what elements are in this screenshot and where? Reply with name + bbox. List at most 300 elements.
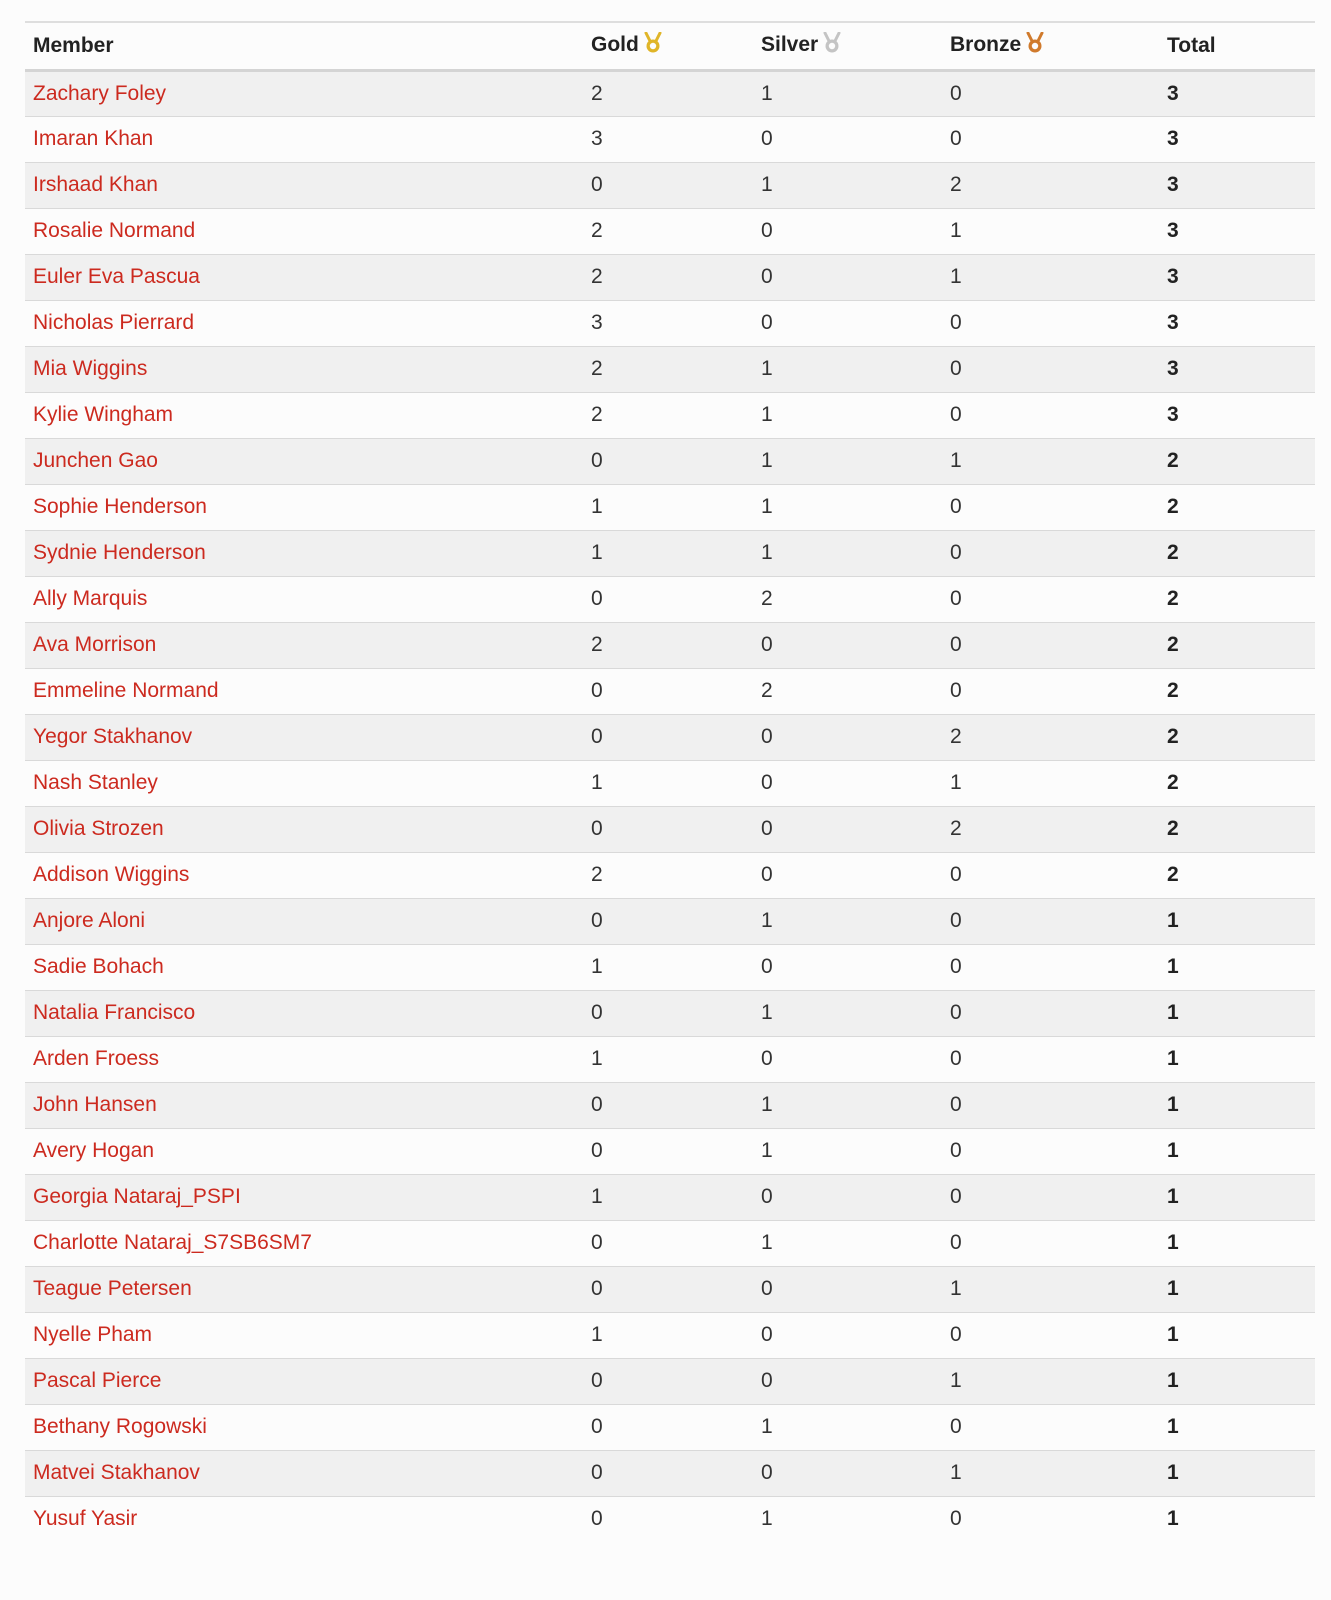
cell-bronze bbox=[942, 1496, 1159, 1542]
silver-count: 2 bbox=[761, 587, 773, 610]
member-name-link[interactable]: Junchen Gao bbox=[33, 449, 158, 472]
total-count: 1 bbox=[1167, 1001, 1179, 1024]
gold-count: 2 bbox=[591, 403, 603, 426]
cell-member bbox=[25, 1312, 583, 1358]
cell-member bbox=[25, 944, 583, 990]
cell-bronze bbox=[942, 484, 1159, 530]
cell-member bbox=[25, 714, 583, 760]
bronze-count: 2 bbox=[950, 173, 962, 196]
table-row bbox=[25, 438, 1315, 484]
cell-gold bbox=[583, 1036, 753, 1082]
gold-count: 0 bbox=[591, 587, 603, 610]
bronze-count: 0 bbox=[950, 955, 962, 978]
gold-count: 0 bbox=[591, 1093, 603, 1116]
silver-count: 1 bbox=[761, 81, 773, 105]
total-count: 1 bbox=[1167, 1369, 1179, 1392]
member-name-link[interactable]: Euler Eva Pascua bbox=[33, 265, 200, 288]
bronze-count: 0 bbox=[950, 541, 962, 564]
cell-silver bbox=[753, 346, 942, 392]
table-row bbox=[25, 1266, 1315, 1312]
cell-member bbox=[25, 530, 583, 576]
cell-silver bbox=[753, 1036, 942, 1082]
member-name-link[interactable]: Ally Marquis bbox=[33, 587, 148, 610]
cell-gold bbox=[583, 990, 753, 1036]
cell-silver bbox=[753, 944, 942, 990]
cell-member bbox=[25, 1404, 583, 1450]
cell-total bbox=[1159, 1496, 1315, 1542]
cell-silver bbox=[753, 990, 942, 1036]
cell-bronze bbox=[942, 898, 1159, 944]
cell-silver bbox=[753, 622, 942, 668]
cell-bronze bbox=[942, 438, 1159, 484]
gold-count: 0 bbox=[591, 1415, 603, 1438]
cell-silver bbox=[753, 714, 942, 760]
gold-count: 2 bbox=[591, 81, 603, 105]
silver-count: 0 bbox=[761, 633, 773, 656]
cell-silver bbox=[753, 1358, 942, 1404]
cell-bronze bbox=[942, 1358, 1159, 1404]
bronze-count: 1 bbox=[950, 1461, 962, 1484]
cell-bronze bbox=[942, 254, 1159, 300]
table-row bbox=[25, 300, 1315, 346]
member-name-link[interactable]: Yusuf Yasir bbox=[33, 1507, 138, 1531]
cell-gold bbox=[583, 1174, 753, 1220]
gold-count: 2 bbox=[591, 265, 603, 288]
cell-bronze bbox=[942, 1450, 1159, 1496]
table-row bbox=[25, 1036, 1315, 1082]
cell-bronze bbox=[942, 116, 1159, 162]
cell-total bbox=[1159, 1266, 1315, 1312]
table-row bbox=[25, 1450, 1315, 1496]
cell-bronze bbox=[942, 1312, 1159, 1358]
table-row bbox=[25, 254, 1315, 300]
bronze-count: 0 bbox=[950, 1507, 962, 1531]
bronze-count: 0 bbox=[950, 127, 962, 150]
member-name-link[interactable]: Sophie Henderson bbox=[33, 495, 207, 518]
table-row bbox=[25, 162, 1315, 208]
cell-gold bbox=[583, 438, 753, 484]
cell-member bbox=[25, 1450, 583, 1496]
table-row bbox=[25, 668, 1315, 714]
bronze-count: 1 bbox=[950, 771, 962, 794]
silver-count: 2 bbox=[761, 679, 773, 702]
cell-member bbox=[25, 1082, 583, 1128]
cell-silver bbox=[753, 760, 942, 806]
total-count: 2 bbox=[1167, 495, 1179, 518]
cell-member bbox=[25, 1128, 583, 1174]
table-body bbox=[25, 70, 1315, 1542]
bronze-medal-icon bbox=[1025, 32, 1045, 60]
gold-count: 1 bbox=[591, 1185, 603, 1208]
gold-count: 0 bbox=[591, 173, 603, 196]
gold-count: 1 bbox=[591, 1323, 603, 1346]
cell-bronze bbox=[942, 944, 1159, 990]
silver-count: 0 bbox=[761, 265, 773, 288]
cell-bronze bbox=[942, 806, 1159, 852]
gold-count: 3 bbox=[591, 311, 603, 334]
column-header-silver[interactable]: Silver bbox=[753, 22, 942, 70]
cell-gold bbox=[583, 668, 753, 714]
cell-bronze bbox=[942, 990, 1159, 1036]
cell-total bbox=[1159, 806, 1315, 852]
column-header-bronze[interactable]: Bronze bbox=[942, 22, 1159, 70]
cell-member bbox=[25, 1266, 583, 1312]
total-count: 1 bbox=[1167, 1323, 1179, 1346]
cell-member bbox=[25, 852, 583, 898]
cell-gold bbox=[583, 254, 753, 300]
bronze-count: 0 bbox=[950, 495, 962, 518]
total-count: 3 bbox=[1167, 173, 1179, 196]
cell-bronze bbox=[942, 760, 1159, 806]
total-count: 3 bbox=[1167, 219, 1179, 242]
bronze-count: 0 bbox=[950, 679, 962, 702]
cell-member bbox=[25, 806, 583, 852]
medal-table bbox=[25, 21, 1315, 1542]
silver-count: 1 bbox=[761, 909, 773, 932]
silver-count: 1 bbox=[761, 449, 773, 472]
member-name-link[interactable]: Zachary Foley bbox=[33, 81, 167, 105]
gold-count: 0 bbox=[591, 1231, 603, 1254]
member-name-link[interactable]: Bethany Rogowski bbox=[33, 1415, 207, 1438]
total-count: 1 bbox=[1167, 955, 1179, 978]
gold-count: 1 bbox=[591, 955, 603, 978]
member-name-link[interactable]: Yegor Stakhanov bbox=[33, 725, 193, 748]
member-name-link[interactable]: John Hansen bbox=[33, 1093, 157, 1116]
member-name-link[interactable]: Nash Stanley bbox=[33, 771, 158, 794]
cell-total bbox=[1159, 622, 1315, 668]
cell-total bbox=[1159, 392, 1315, 438]
column-header-total[interactable]: Total bbox=[1167, 33, 1216, 57]
bronze-count: 0 bbox=[950, 1139, 962, 1162]
silver-count: 0 bbox=[761, 1369, 773, 1392]
silver-count: 1 bbox=[761, 1093, 773, 1116]
gold-count: 1 bbox=[591, 541, 603, 564]
table-row bbox=[25, 760, 1315, 806]
cell-gold bbox=[583, 852, 753, 898]
member-name-link[interactable]: Charlotte Nataraj_S7SB6SM7 bbox=[33, 1231, 312, 1254]
cell-gold bbox=[583, 392, 753, 438]
total-count: 3 bbox=[1167, 403, 1179, 426]
bronze-count: 1 bbox=[950, 219, 962, 242]
total-count: 3 bbox=[1167, 265, 1179, 288]
silver-count: 0 bbox=[761, 1461, 773, 1484]
bronze-count: 2 bbox=[950, 725, 962, 748]
table-row bbox=[25, 1358, 1315, 1404]
gold-count: 0 bbox=[591, 1277, 603, 1300]
silver-count: 0 bbox=[761, 1277, 773, 1300]
member-name-link[interactable]: Natalia Francisco bbox=[33, 1001, 196, 1024]
silver-count: 1 bbox=[761, 495, 773, 518]
bronze-count: 0 bbox=[950, 403, 962, 426]
member-name-link[interactable]: Sadie Bohach bbox=[33, 955, 164, 978]
cell-member bbox=[25, 990, 583, 1036]
cell-member bbox=[25, 70, 583, 116]
cell-silver bbox=[753, 1220, 942, 1266]
table-row bbox=[25, 714, 1315, 760]
cell-gold bbox=[583, 116, 753, 162]
cell-gold bbox=[583, 1496, 753, 1542]
cell-gold bbox=[583, 714, 753, 760]
gold-count: 0 bbox=[591, 1369, 603, 1392]
total-count: 1 bbox=[1167, 1231, 1179, 1254]
bronze-count: 0 bbox=[950, 587, 962, 610]
member-name-link[interactable]: Anjore Aloni bbox=[33, 909, 146, 932]
cell-gold bbox=[583, 576, 753, 622]
cell-silver bbox=[753, 806, 942, 852]
cell-bronze bbox=[942, 1266, 1159, 1312]
silver-count: 1 bbox=[761, 1001, 773, 1024]
total-count: 1 bbox=[1167, 1415, 1179, 1438]
cell-member bbox=[25, 668, 583, 714]
column-header-gold[interactable]: Gold bbox=[583, 22, 753, 70]
cell-silver bbox=[753, 1312, 942, 1358]
table-row bbox=[25, 1220, 1315, 1266]
cell-total bbox=[1159, 70, 1315, 116]
gold-count: 1 bbox=[591, 1047, 603, 1070]
member-name-link[interactable]: Mia Wiggins bbox=[33, 357, 148, 380]
total-count: 2 bbox=[1167, 449, 1179, 472]
table-row bbox=[25, 116, 1315, 162]
cell-total bbox=[1159, 576, 1315, 622]
cell-silver bbox=[753, 484, 942, 530]
table-row bbox=[25, 576, 1315, 622]
silver-count: 0 bbox=[761, 127, 773, 150]
cell-total bbox=[1159, 1128, 1315, 1174]
gold-count: 0 bbox=[591, 1139, 603, 1162]
total-count: 3 bbox=[1167, 357, 1179, 380]
bronze-count: 0 bbox=[950, 1093, 962, 1116]
gold-count: 3 bbox=[591, 127, 603, 150]
silver-count: 1 bbox=[761, 1231, 773, 1254]
member-name-link[interactable]: Nyelle Pham bbox=[33, 1323, 153, 1346]
member-name-link[interactable]: Imaran Khan bbox=[33, 127, 154, 150]
total-count: 1 bbox=[1167, 1185, 1179, 1208]
gold-count: 1 bbox=[591, 495, 603, 518]
cell-member bbox=[25, 1174, 583, 1220]
cell-silver bbox=[753, 208, 942, 254]
cell-total bbox=[1159, 668, 1315, 714]
member-name-link[interactable]: Irshaad Khan bbox=[33, 173, 158, 196]
member-name-link[interactable]: Olivia Strozen bbox=[33, 817, 164, 840]
cell-total bbox=[1159, 1312, 1315, 1358]
bronze-count: 0 bbox=[950, 1415, 962, 1438]
cell-gold bbox=[583, 760, 753, 806]
member-name-link[interactable]: Rosalie Normand bbox=[33, 219, 196, 242]
silver-count: 0 bbox=[761, 817, 773, 840]
gold-count: 0 bbox=[591, 1001, 603, 1024]
silver-count: 0 bbox=[761, 725, 773, 748]
gold-count: 0 bbox=[591, 909, 603, 932]
cell-member bbox=[25, 576, 583, 622]
cell-gold bbox=[583, 622, 753, 668]
member-name-link[interactable]: Pascal Pierce bbox=[33, 1369, 162, 1392]
cell-member bbox=[25, 392, 583, 438]
cell-silver bbox=[753, 1266, 942, 1312]
bronze-count: 0 bbox=[950, 357, 962, 380]
cell-bronze bbox=[942, 714, 1159, 760]
total-count: 1 bbox=[1167, 1139, 1179, 1162]
cell-total bbox=[1159, 254, 1315, 300]
cell-total bbox=[1159, 346, 1315, 392]
member-name-link[interactable]: Avery Hogan bbox=[33, 1139, 155, 1162]
cell-member bbox=[25, 484, 583, 530]
table-row bbox=[25, 70, 1315, 116]
cell-member bbox=[25, 1358, 583, 1404]
bronze-count: 0 bbox=[950, 81, 962, 105]
bronze-count: 1 bbox=[950, 1277, 962, 1300]
table-row bbox=[25, 530, 1315, 576]
cell-total bbox=[1159, 852, 1315, 898]
table-row bbox=[25, 1496, 1315, 1542]
cell-gold bbox=[583, 208, 753, 254]
cell-gold bbox=[583, 300, 753, 346]
member-name-link[interactable]: Teague Petersen bbox=[33, 1277, 192, 1300]
cell-silver bbox=[753, 530, 942, 576]
cell-member bbox=[25, 162, 583, 208]
table-row bbox=[25, 990, 1315, 1036]
cell-bronze bbox=[942, 346, 1159, 392]
silver-count: 0 bbox=[761, 771, 773, 794]
gold-count: 0 bbox=[591, 725, 603, 748]
silver-count: 1 bbox=[761, 403, 773, 426]
member-name-link[interactable]: Georgia Nataraj_PSPI bbox=[33, 1185, 241, 1208]
gold-count: 0 bbox=[591, 1507, 603, 1531]
cell-gold bbox=[583, 484, 753, 530]
cell-total bbox=[1159, 1174, 1315, 1220]
cell-silver bbox=[753, 438, 942, 484]
bronze-count: 0 bbox=[950, 1047, 962, 1070]
cell-gold bbox=[583, 1082, 753, 1128]
silver-count: 1 bbox=[761, 541, 773, 564]
gold-count: 2 bbox=[591, 219, 603, 242]
cell-bronze bbox=[942, 162, 1159, 208]
bronze-count: 0 bbox=[950, 1323, 962, 1346]
total-count: 2 bbox=[1167, 541, 1179, 564]
cell-silver bbox=[753, 254, 942, 300]
cell-silver bbox=[753, 1404, 942, 1450]
cell-bronze bbox=[942, 622, 1159, 668]
gold-count: 0 bbox=[591, 449, 603, 472]
cell-gold bbox=[583, 1312, 753, 1358]
member-name-link[interactable]: Arden Froess bbox=[33, 1047, 160, 1070]
silver-count: 1 bbox=[761, 1139, 773, 1162]
cell-silver bbox=[753, 1128, 942, 1174]
gold-count: 2 bbox=[591, 357, 603, 380]
gold-count: 2 bbox=[591, 633, 603, 656]
table-row bbox=[25, 392, 1315, 438]
cell-gold bbox=[583, 1220, 753, 1266]
silver-count: 0 bbox=[761, 863, 773, 886]
table-row bbox=[25, 622, 1315, 668]
cell-member bbox=[25, 208, 583, 254]
gold-count: 0 bbox=[591, 679, 603, 702]
member-name-link[interactable]: Matvei Stakhanov bbox=[33, 1461, 200, 1484]
cell-bronze bbox=[942, 1036, 1159, 1082]
bronze-count: 0 bbox=[950, 1185, 962, 1208]
cell-total bbox=[1159, 208, 1315, 254]
silver-count: 0 bbox=[761, 955, 773, 978]
member-name-link[interactable]: Kylie Wingham bbox=[33, 403, 174, 426]
bronze-count: 0 bbox=[950, 863, 962, 886]
total-count: 2 bbox=[1167, 679, 1179, 702]
cell-bronze bbox=[942, 1082, 1159, 1128]
table-row bbox=[25, 1404, 1315, 1450]
cell-silver bbox=[753, 1450, 942, 1496]
member-name-link[interactable]: Addison Wiggins bbox=[33, 863, 190, 886]
cell-total bbox=[1159, 162, 1315, 208]
cell-bronze bbox=[942, 1404, 1159, 1450]
cell-bronze bbox=[942, 668, 1159, 714]
cell-total bbox=[1159, 944, 1315, 990]
silver-count: 1 bbox=[761, 173, 773, 196]
member-name-link[interactable]: Ava Morrison bbox=[33, 633, 157, 656]
gold-count: 0 bbox=[591, 817, 603, 840]
table-row bbox=[25, 1082, 1315, 1128]
silver-count: 0 bbox=[761, 1185, 773, 1208]
cell-silver bbox=[753, 852, 942, 898]
cell-gold bbox=[583, 898, 753, 944]
total-count: 2 bbox=[1167, 633, 1179, 656]
silver-count: 0 bbox=[761, 219, 773, 242]
cell-total bbox=[1159, 484, 1315, 530]
total-count: 3 bbox=[1167, 311, 1179, 334]
silver-count: 0 bbox=[761, 1323, 773, 1346]
cell-member bbox=[25, 898, 583, 944]
cell-silver bbox=[753, 1174, 942, 1220]
cell-total bbox=[1159, 1404, 1315, 1450]
cell-total bbox=[1159, 990, 1315, 1036]
cell-bronze bbox=[942, 70, 1159, 116]
cell-gold bbox=[583, 530, 753, 576]
cell-bronze bbox=[942, 1174, 1159, 1220]
member-name-link[interactable]: Nicholas Pierrard bbox=[33, 311, 195, 334]
cell-member bbox=[25, 438, 583, 484]
member-name-link[interactable]: Emmeline Normand bbox=[33, 679, 219, 702]
total-count: 2 bbox=[1167, 817, 1179, 840]
cell-bronze bbox=[942, 852, 1159, 898]
table-row bbox=[25, 484, 1315, 530]
cell-total bbox=[1159, 438, 1315, 484]
column-header-member[interactable]: Member bbox=[33, 33, 114, 57]
total-count: 1 bbox=[1167, 1277, 1179, 1300]
bronze-count: 1 bbox=[950, 449, 962, 472]
medal-table-container bbox=[25, 21, 1315, 1542]
cell-member bbox=[25, 254, 583, 300]
cell-silver bbox=[753, 1082, 942, 1128]
cell-total bbox=[1159, 1036, 1315, 1082]
gold-count: 2 bbox=[591, 863, 603, 886]
cell-total bbox=[1159, 714, 1315, 760]
cell-silver bbox=[753, 162, 942, 208]
cell-total bbox=[1159, 300, 1315, 346]
table-row bbox=[25, 1128, 1315, 1174]
silver-count: 1 bbox=[761, 1415, 773, 1438]
total-count: 1 bbox=[1167, 1093, 1179, 1116]
member-name-link[interactable]: Sydnie Henderson bbox=[33, 541, 206, 564]
table-row bbox=[25, 852, 1315, 898]
cell-bronze bbox=[942, 300, 1159, 346]
silver-count: 1 bbox=[761, 357, 773, 380]
total-count: 2 bbox=[1167, 863, 1179, 886]
total-count: 1 bbox=[1167, 1507, 1179, 1531]
cell-gold bbox=[583, 70, 753, 116]
cell-member bbox=[25, 346, 583, 392]
cell-bronze bbox=[942, 392, 1159, 438]
cell-total bbox=[1159, 116, 1315, 162]
table-row bbox=[25, 1312, 1315, 1358]
bronze-count: 0 bbox=[950, 1001, 962, 1024]
cell-total bbox=[1159, 1082, 1315, 1128]
